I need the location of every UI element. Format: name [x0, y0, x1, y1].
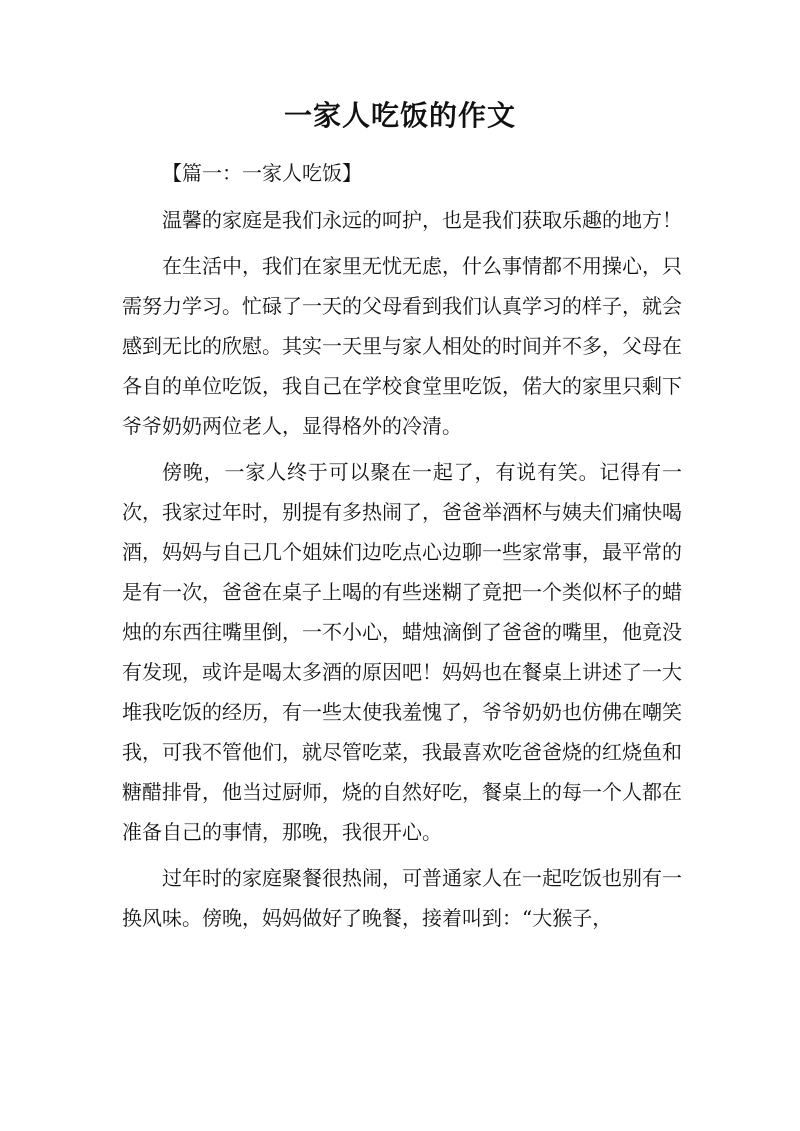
paragraph-3: 傍晚，一家人终于可以聚在一起了，有说有笑。记得有一次，我家过年时，别提有多热闹了，爸爸举酒杯与姨夫们痛快喝酒，妈妈与自己几个姐妹们边吃点心边聊一些家常事，最平常的是有一次，爸爸在桌子上喝的有些迷糊了竟把一个类似杯子的蜡烛的东西往嘴里倒，一不小心，蜡烛滴倒了爸爸的嘴里，他竟没有发现，或许是喝太多酒的原因吧！妈妈也在餐桌上讲述了一大堆我吃饭的经历，有一些太使我羞愧了，爷爷奶奶也仿佛在嘲笑我，可我不管他们，就尽管吃菜，我最喜欢吃爸爸烧的红烧鱼和糖醋排骨，他当过厨师，烧的自然好吃，餐桌上的每一个人都在准备自己的事情，那晚，我很开心。	[122, 460, 682, 844]
paragraph-4: 过年时的家庭聚餐很热闹，可普通家人在一起吃饭也别有一换风味。傍晚，妈妈做好了晚餐，接着叫到：“大猴子，	[122, 866, 682, 930]
document-title: 一家人吃饭的作文	[283, 99, 516, 132]
paragraph-2: 在生活中，我们在家里无忧无虑，什么事情都不用操心，只需努力学习。忙碌了一天的父母看到我们认真学习的样子，就会感到无比的欣慰。其实一天里与家人相处的时间并不多，父母在各自的单位吃饭，我自己在学校食堂里吃饭，偌大的家里只剩下爷爷奶奶两位老人，显得格外的冷清。	[122, 254, 682, 438]
section-heading: 【篇一：一家人吃饭】	[162, 161, 362, 185]
document-body	[122, 200, 682, 938]
paragraph-1: 温馨的家庭是我们永远的呵护，也是我们获取乐趣的地方！	[162, 208, 682, 232]
